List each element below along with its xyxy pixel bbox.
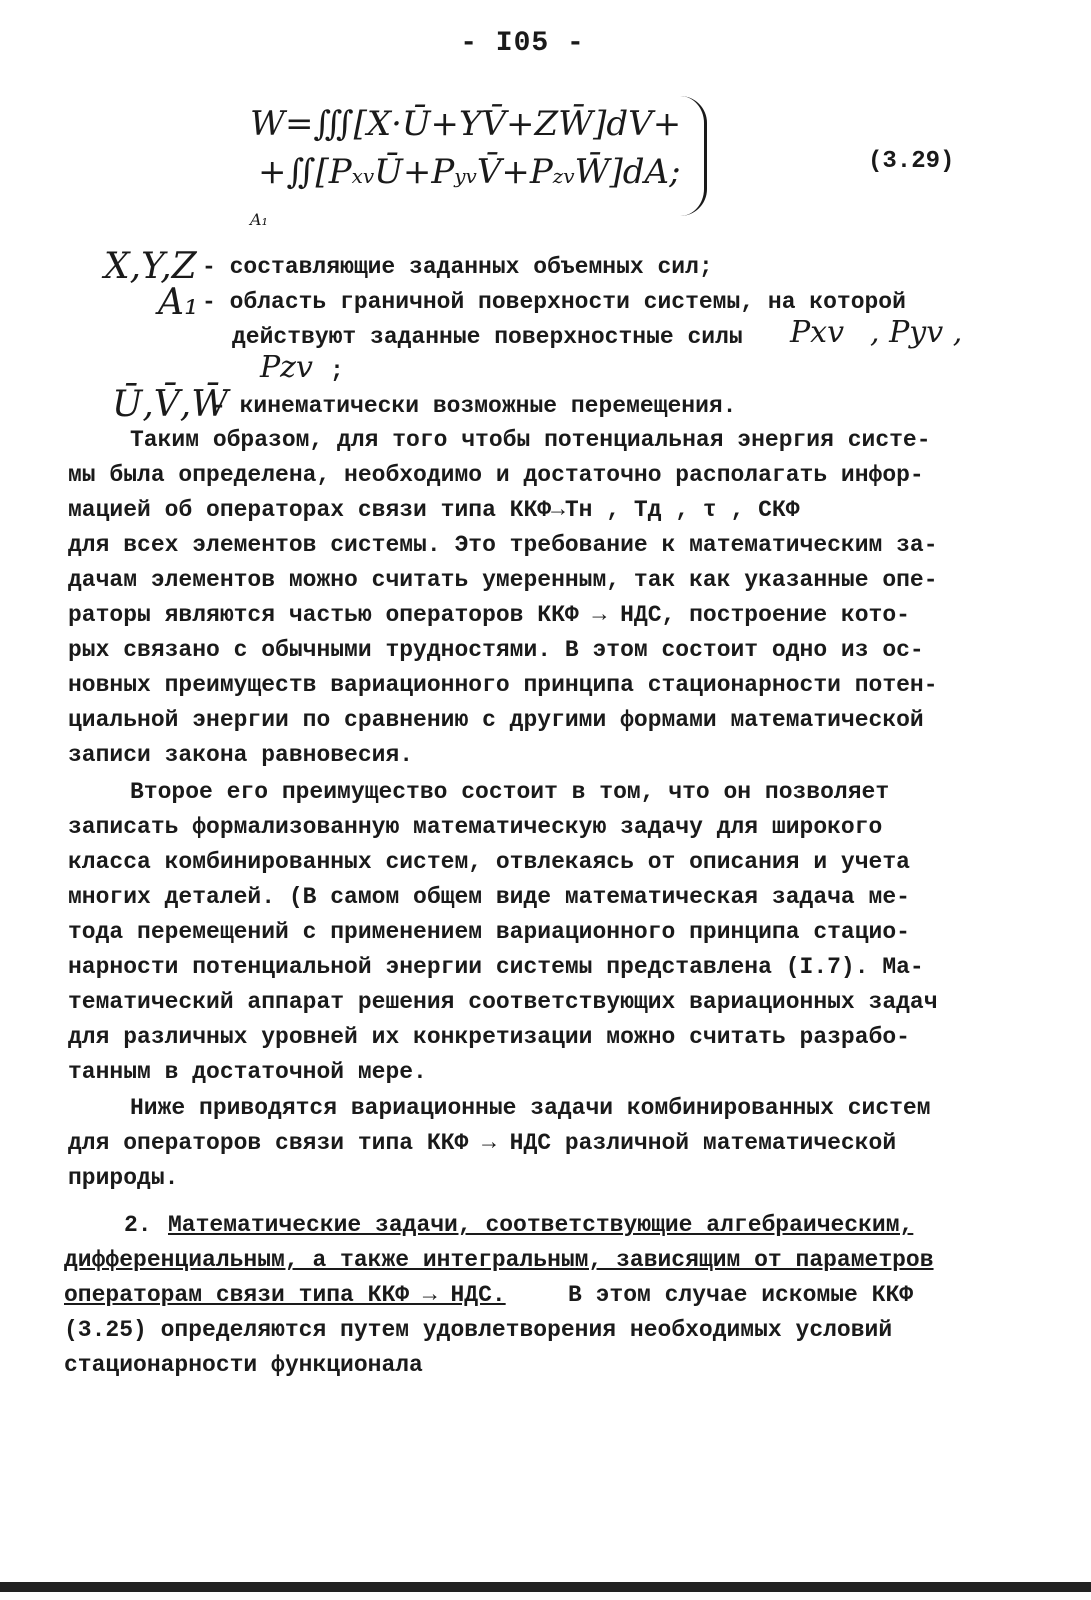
section-after-heading: В этом случае искомые ККФ — [568, 1282, 914, 1308]
definition-text-a1: - область граничной поверхности системы, на которой — [202, 289, 906, 315]
section-heading-line: операторам связи типа ККФ → НДС. — [64, 1282, 506, 1308]
paragraph2-line: тематический аппарат решения соответствующих вариационных задач — [68, 989, 938, 1015]
definition-text-uvw: - кинематически возможные перемещения. — [212, 393, 737, 419]
definition-text-xyz: - составляющие заданных объемных сил; — [202, 254, 713, 280]
formula-line2-d: W̄]dA; — [574, 152, 681, 192]
paragraph1-line: мацией об операторах связи типа ККФ→Tн , Tд , τ , СКФ — [68, 497, 800, 523]
force-pxv: Pxv — [790, 315, 845, 350]
definition-symbol-uvw: Ū,V̄,W̄ — [112, 384, 229, 425]
formula-line2-a: +∬[P — [258, 152, 352, 192]
definition-symbol-a1: A₁ — [158, 282, 199, 323]
paragraph1-line: циальной энергии по сравнению с другими формами математической — [68, 707, 924, 733]
equation-number: (3.29) — [868, 148, 955, 175]
paragraph2-line: многих деталей. (В самом общем виде математическая задача ме- — [68, 884, 910, 910]
paragraph1-line: мы была определена, необходимо и достаточно располагать инфор- — [68, 462, 924, 488]
formula-sub-yv: yv — [454, 164, 477, 188]
formula-line2-b: Ū+P — [374, 152, 455, 192]
formula-line2-c: V̄+P — [476, 152, 553, 192]
paragraph2-line: нарности потенциальной энергии системы представлена (I.7). Ма- — [68, 954, 924, 980]
paragraph2-line: записать формализованную математическую задачу для широкого — [68, 814, 883, 840]
paragraph2-line: тода перемещений с применением вариационного принципа стацио- — [68, 919, 910, 945]
paragraph1-line: дачам элементов можно считать умеренным, так как указанные опе- — [68, 567, 938, 593]
definition-symbol-xyz: X,Y,Z — [104, 246, 197, 287]
formula-3-29 — [250, 100, 710, 196]
formula-line-1: W=∭[X·Ū+YV̄+ZW̄]dV+ — [250, 104, 682, 144]
section-number: 2. — [124, 1212, 152, 1238]
right-brace — [680, 96, 707, 216]
paragraph2-line: для различных уровней их конкретизации можно считать разрабо- — [68, 1024, 910, 1050]
paragraph1-line: рых связано с обычными трудностями. В этом состоит одно из ос- — [68, 637, 924, 663]
section-heading-line: дифференциальным, а также интегральным, зависящим от параметров — [64, 1247, 934, 1273]
paragraph1-line: Таким образом, для того чтобы потенциальная энергия систе- — [130, 427, 931, 453]
formula-sub-zv: zv — [552, 164, 575, 188]
scan-bottom-edge — [0, 1582, 1091, 1592]
paragraph1-line: записи закона равновесия. — [68, 742, 414, 768]
paragraph3-line: природы. — [68, 1165, 179, 1191]
force-pzv: Pzv — [260, 350, 313, 385]
paragraph3-line: для операторов связи типа ККФ → НДС различной математической — [68, 1130, 897, 1156]
paragraph2-line: класса комбинированных систем, отвлекаясь от описания и учета — [68, 849, 910, 875]
formula-line-2 — [258, 148, 710, 196]
formula-sub-xv: xv — [351, 164, 375, 188]
paragraph2-line: танным в достаточной мере. — [68, 1059, 427, 1085]
force-pyv: , Pyv , — [870, 315, 963, 350]
paragraph1-line: раторы являются частью операторов ККФ → НДС, построение кото- — [68, 602, 910, 628]
section-body-line: (3.25) определяются путем удовлетворения необходимых условий — [64, 1317, 893, 1343]
paragraph1-line: для всех элементов системы. Это требование к математическим за- — [68, 532, 938, 558]
definition-text-forces: действуют заданные поверхностные силы — [232, 324, 743, 350]
paragraph3-line: Ниже приводятся вариационные задачи комбинированных систем — [130, 1095, 931, 1121]
section-heading-line: Математические задачи, соответствующие алгебраическим, — [168, 1212, 914, 1238]
page-number: - I05 - — [460, 28, 585, 59]
section-body-line: стационарности функционала — [64, 1352, 423, 1378]
force-pzv-tail: ; — [330, 358, 344, 384]
paragraph2-line: Второе его преимущество состоит в том, что он позволяет — [130, 779, 890, 805]
formula-lower-limit: A₁ — [250, 210, 268, 229]
paragraph1-line: новных преимуществ вариационного принципа стационарности потен- — [68, 672, 938, 698]
